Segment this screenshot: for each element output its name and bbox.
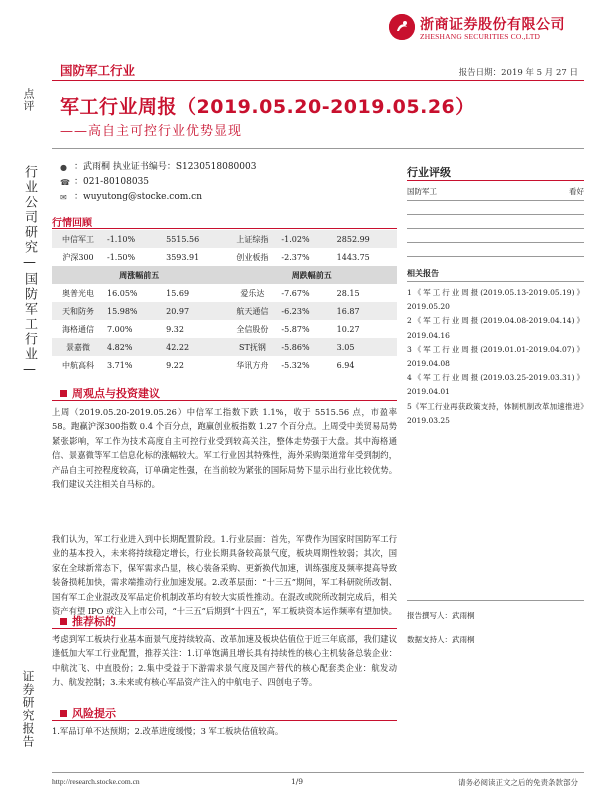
table-cell: -1.02% [278,230,333,248]
risk-heading-label: 风险提示 [72,707,116,720]
rating-line [407,200,584,201]
table-cell: 28.15 [336,288,360,298]
table-cell: 7.00% [107,324,133,334]
square-bullet-icon [60,618,67,625]
signers-rule [407,600,584,601]
table-cell: 9.22 [166,360,184,370]
table-cell: -7.67% [281,288,310,298]
table-cell: 爱乐达 [240,288,265,298]
square-bullet-icon [60,710,67,717]
table-cell: 42.22 [163,338,226,356]
table-row [52,230,397,248]
disclaimer-note: 请务必阅读正文之后的免责条款部分 [458,778,578,787]
analyst-email: ：wuyutong@stocke.com.cn [74,192,202,202]
views-paragraph-1: 上周（2019.05.20-2019.05.26）中信军工指数下跌 1.1%，收于 5515.56 点，市盈率 58。跑赢沪深300指数 0.4 个百分点，跑赢创业板指数 1.27 个百分点。上周受中美贸易局势紧张影响，军工作为技术高度自主可控行业受到较高关注，整体走势强于大盘。其中海格通信、景嘉微等军工信息化标的涨幅较大。军工行业因其特殊性，海外采购渠道常年受到制约，产品自主可控程度较高，订单确定性强，在当前较为紧张的国际局势下显示出行业比较优势。我们建议关注相关自马标的。 [52,407,397,490]
views-heading [60,385,160,401]
views-paragraph-2: 我们认为，军工行业进入到中长期配置阶段。1.行业层面：首先，军费作为国家时国防军工行业的基本投入，未来将持续稳定增长，行业长期具备较高景气度，板块周期性较弱；其次，国家在全球新常态下，保军需求凸显，核心装备采购、更新换代加速，训练强度及频率提高导致装备损耗加快，需求端推动行业加速发展。2.改革层面：“十三五”期间，军工科研院所改制、国有军工企业混改及军品定价机制改革均有较大实质性推动。在混改或院所改制完成后，相关资产有望 IPO 或注入上市公司，“十三五”后期到“十四五”，军工板块资本运作频率有望加快。 [52,534,397,617]
analyst-name: ：武雨桐 执业证书编号：S1230518080003 [74,162,257,172]
rating-line [407,228,584,229]
table-cell: 3.71% [107,360,133,370]
table-cell: -2.37% [281,252,310,262]
table-cell: -5.32% [281,360,310,370]
table-cell: 15.69 [166,288,190,298]
table-cell: 航天通信 [226,302,278,320]
table-cell: -1.50% [107,252,136,262]
market-table [52,230,397,374]
side-label-category: 行业公司研究—国防军工行业— [22,165,37,379]
rating-industry: 国防军工 [407,187,437,196]
picks-heading-label: 推荐标的 [72,615,116,628]
table-cell: 2852.99 [334,230,397,248]
views-heading-label: 周观点与投资建议 [72,387,160,400]
phone-icon: ☎ [60,178,70,187]
table-cell: -6.23% [278,302,333,320]
risk-paragraph: 1.军品订单不达预期；2.改革进度缓慢；3 军工板块估值较高。 [52,726,284,736]
signers [407,604,584,652]
report-subtitle: ——高自主可控行业优势显现 [60,124,243,139]
side-label-review: 点评 [22,88,35,112]
table-row [52,248,397,266]
picks-paragraph: 考虑到军工板块行业基本面景气度持续较高、改革加速及板块估值位于近三年底部，我们建议逢低加大军工行业配置，推荐关注：1.订单饱满且增长具有持续性的核心主机装备总装企业：中航沈飞、中直股份；2.集中受益于下游需求景气度及国产替代的核心配套类企业：航发动力、航发控制；3.未来或有核心军品资产注入的中航电子、四创电子等。 [52,634,397,688]
table-cell: 16.05% [107,288,138,298]
market-review-heading: 行情回顾 [52,218,92,229]
related-report-item[interactable]: 5《军工行业再获政策支持，体制机制改革加速推进》2019.03.25 [407,401,584,425]
table-cell: 全信股份 [236,324,269,334]
table-cell: 中航高科 [62,360,94,370]
page-number: 1/9 [291,777,304,786]
related-rule [407,281,584,282]
table-row [52,284,397,302]
table-cell: 4.82% [104,338,163,356]
table-cell: 天和防务 [52,302,104,320]
report-writer: 报告撰写人：武雨桐 [407,611,475,620]
analyst-info [60,160,256,205]
table-cell: 15.98% [104,302,163,320]
side-label-report-type: 证券研究报告 [21,670,35,748]
footer-rule [52,772,584,773]
table-cell: 华讯方舟 [236,360,269,370]
losers-header: 周跌幅前五 [226,266,397,284]
related-reports-list [407,286,584,428]
table-cell: 16.87 [334,302,397,320]
table-cell: -1.10% [104,230,163,248]
table-cell: 沪深300 [62,252,94,262]
table-cell: 上证综指 [226,230,278,248]
table-cell: 9.32 [166,324,184,334]
market-heading-rule [52,228,397,229]
related-report-item[interactable]: 1《军工行业周报(2019.05.13-2019.05.19)》2019.05.20 [407,288,584,312]
table-cell: 5515.56 [163,230,226,248]
square-bullet-icon [60,390,67,397]
report-title: 军工行业周报（2019.05.20-2019.05.26） [60,96,475,118]
person-icon: ● [60,163,67,172]
table-cell: -5.87% [281,324,310,334]
table-cell: 20.97 [163,302,226,320]
related-report-item[interactable]: 4《军工行业周报(2019.03.25-2019.03.31)》2019.04.01 [407,373,584,397]
rating-line [407,256,584,257]
brand-name-cn: 浙商证券股份有限公司 [420,17,565,33]
rating-value: 看好 [569,187,584,196]
table-cell: 1443.75 [336,252,370,262]
gainers-header: 周涨幅前五 [52,266,226,284]
rating-row [407,186,584,197]
table-cell: ST抚钢 [226,338,278,356]
title-divider [52,148,584,149]
data-supporter: 数据支持人：武雨桐 [407,635,475,644]
report-date: 报告日期：2019 年 5 月 27 日 [458,68,578,78]
table-cell: 6.94 [336,360,355,370]
picks-rule [52,628,397,629]
table-row [52,302,397,320]
table-row [52,320,397,338]
rating-rule [407,180,584,181]
table-cell: 景嘉微 [52,338,104,356]
table-cell: -5.86% [278,338,333,356]
picks-heading [60,613,116,629]
industry-label: 国防军工行业 [60,63,136,78]
table-cell: 创业板指 [236,252,269,262]
table-cell: 奥普光电 [62,288,94,298]
related-report-item[interactable]: 2《军工行业周报(2019.04.08-2019.04.14)》2019.04.16 [407,316,584,340]
table-cell: 3.05 [334,338,397,356]
related-report-item[interactable]: 3《军工行业周报(2019.01.01-2019.04.07)》2019.04.08 [407,344,584,369]
brand-name-en: ZHESHANG SECURITIES CO.,LTD [420,32,541,41]
table-row [52,338,397,356]
analyst-phone: ：021-80108035 [74,177,150,187]
rating-line [407,242,584,243]
table-row [52,356,397,374]
company-logo-icon [389,14,415,40]
rating-line [407,214,584,215]
views-rule [52,400,397,401]
table-cell: 3593.91 [166,252,200,262]
risk-heading [60,705,116,721]
table-cell: 10.27 [336,324,360,334]
table-cell: 中信军工 [52,230,104,248]
footer-url[interactable]: http://research.stocke.com.cn [52,777,140,786]
table-cell: 海格通信 [62,324,94,334]
rating-heading: 行业评级 [407,166,451,179]
table-header-row [52,266,397,284]
email-icon: ✉ [60,193,67,202]
related-reports-heading: 相关报告 [407,269,439,278]
risk-rule [52,720,397,721]
